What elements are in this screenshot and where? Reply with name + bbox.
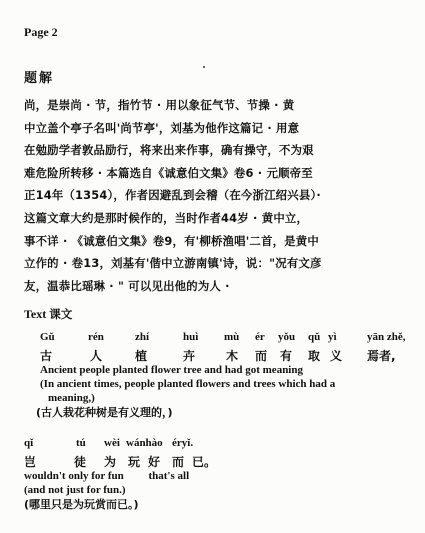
english-gloss: Ancient people planted flower tree and had got meaning xyxy=(40,364,303,376)
pinyin-syllable: tú xyxy=(76,437,86,449)
pinyin-syllable: yān zhě, xyxy=(367,331,406,343)
intro-paragraph xyxy=(24,94,409,297)
hanzi-char: 人 xyxy=(90,349,103,363)
pinyin-row xyxy=(40,331,410,347)
sentence-2 xyxy=(24,437,394,513)
text-heading-zh: 课文 xyxy=(49,307,73,321)
pinyin-syllable: yǒu xyxy=(278,331,296,343)
hanzi-char: 而 xyxy=(255,349,268,363)
pinyin-syllable: qǔ xyxy=(308,331,321,343)
hanzi-char: 而 xyxy=(172,455,185,469)
hanzi-char: 有 xyxy=(280,349,293,363)
text-section-heading xyxy=(24,306,72,322)
intro-line: 尚，是崇尚 · 节，指竹节 · 用以象征气节、节操 · 黄 xyxy=(24,98,295,112)
hanzi-char: 木 xyxy=(226,349,239,363)
pinyin-syllable: rén xyxy=(88,331,104,343)
section-heading-tijie: 题解 xyxy=(24,71,55,86)
hanzi-row xyxy=(40,347,410,363)
english-translation: (In ancient times, people planted flowers and trees which had a xyxy=(40,378,336,390)
intro-line: 事不详 · 《诚意伯文集》卷9，有'柳桥渔唱'二首，是黄中 xyxy=(24,233,319,248)
intro-line: 这篇文章大约是那时候作的，当时作者44岁 · 黄中立， xyxy=(24,210,309,225)
pinyin-syllable: huì xyxy=(183,331,199,343)
pinyin-syllable: ér xyxy=(255,331,265,343)
hanzi-char: 好 xyxy=(148,455,161,469)
pinyin-syllable: yì xyxy=(328,331,337,343)
hanzi-char: 已。 xyxy=(192,455,217,469)
hanzi-char: 徒 xyxy=(74,455,87,469)
hanzi-row xyxy=(24,453,394,469)
pinyin-syllable: éryǐ. xyxy=(172,437,194,449)
page-number: Page 2 xyxy=(24,25,58,39)
intro-line: 正14年（1354），作者因避乱到会稽（在今浙江绍兴县）· xyxy=(24,188,321,203)
hanzi-char: 卉 xyxy=(183,349,196,363)
sentence-1 xyxy=(36,331,410,421)
hanzi-char: 义 xyxy=(330,349,343,363)
intro-line: 在勉励学者敦品励行，将来出来作事，确有操守，不为艰 xyxy=(24,143,314,158)
text-heading-en: Text xyxy=(24,307,47,321)
intro-line: 友，温恭比瑶琳 · " 可以见出他的为人 · xyxy=(24,278,230,293)
chinese-translation: (古人栽花种树是有义理的，) xyxy=(36,406,173,419)
hanzi-char: 古 xyxy=(40,349,53,363)
pinyin-syllable: qǐ xyxy=(24,437,34,449)
pinyin-row xyxy=(24,437,394,453)
pinyin-syllable: zhí xyxy=(135,331,150,343)
hanzi-char: 焉者, xyxy=(367,349,396,363)
chinese-translation: (哪里只是为玩赏而已。) xyxy=(24,498,139,511)
scan-speck xyxy=(203,66,205,68)
intro-line: 中立盖个亭子名叫'尚节亭'，刘基为他作这篇记 · 用意 xyxy=(24,120,300,135)
hanzi-char: 玩 xyxy=(128,455,141,469)
english-translation-cont: meaning,) xyxy=(48,392,95,404)
pinyin-syllable: wánhào xyxy=(126,437,163,449)
intro-line: 难危险所转移 · 本篇选自《诚意伯文集》卷6 · 元顺帝至 xyxy=(24,165,313,180)
pinyin-syllable: Gǔ xyxy=(40,331,55,343)
pinyin-syllable: mù xyxy=(224,331,240,343)
hanzi-char: 岂 xyxy=(24,455,37,469)
english-gloss: wouldn't only for fun that's all xyxy=(24,470,190,482)
english-translation: (and not just for fun.) xyxy=(24,484,126,496)
hanzi-char: 取 xyxy=(308,349,321,363)
intro-line: 立作的 · 卷13，刘基有'偕中立游南镇'诗，说："况有文彦 xyxy=(24,256,322,271)
hanzi-char: 为 xyxy=(104,455,117,469)
hanzi-char: 植 xyxy=(135,349,148,363)
pinyin-syllable: wèi xyxy=(104,437,120,449)
